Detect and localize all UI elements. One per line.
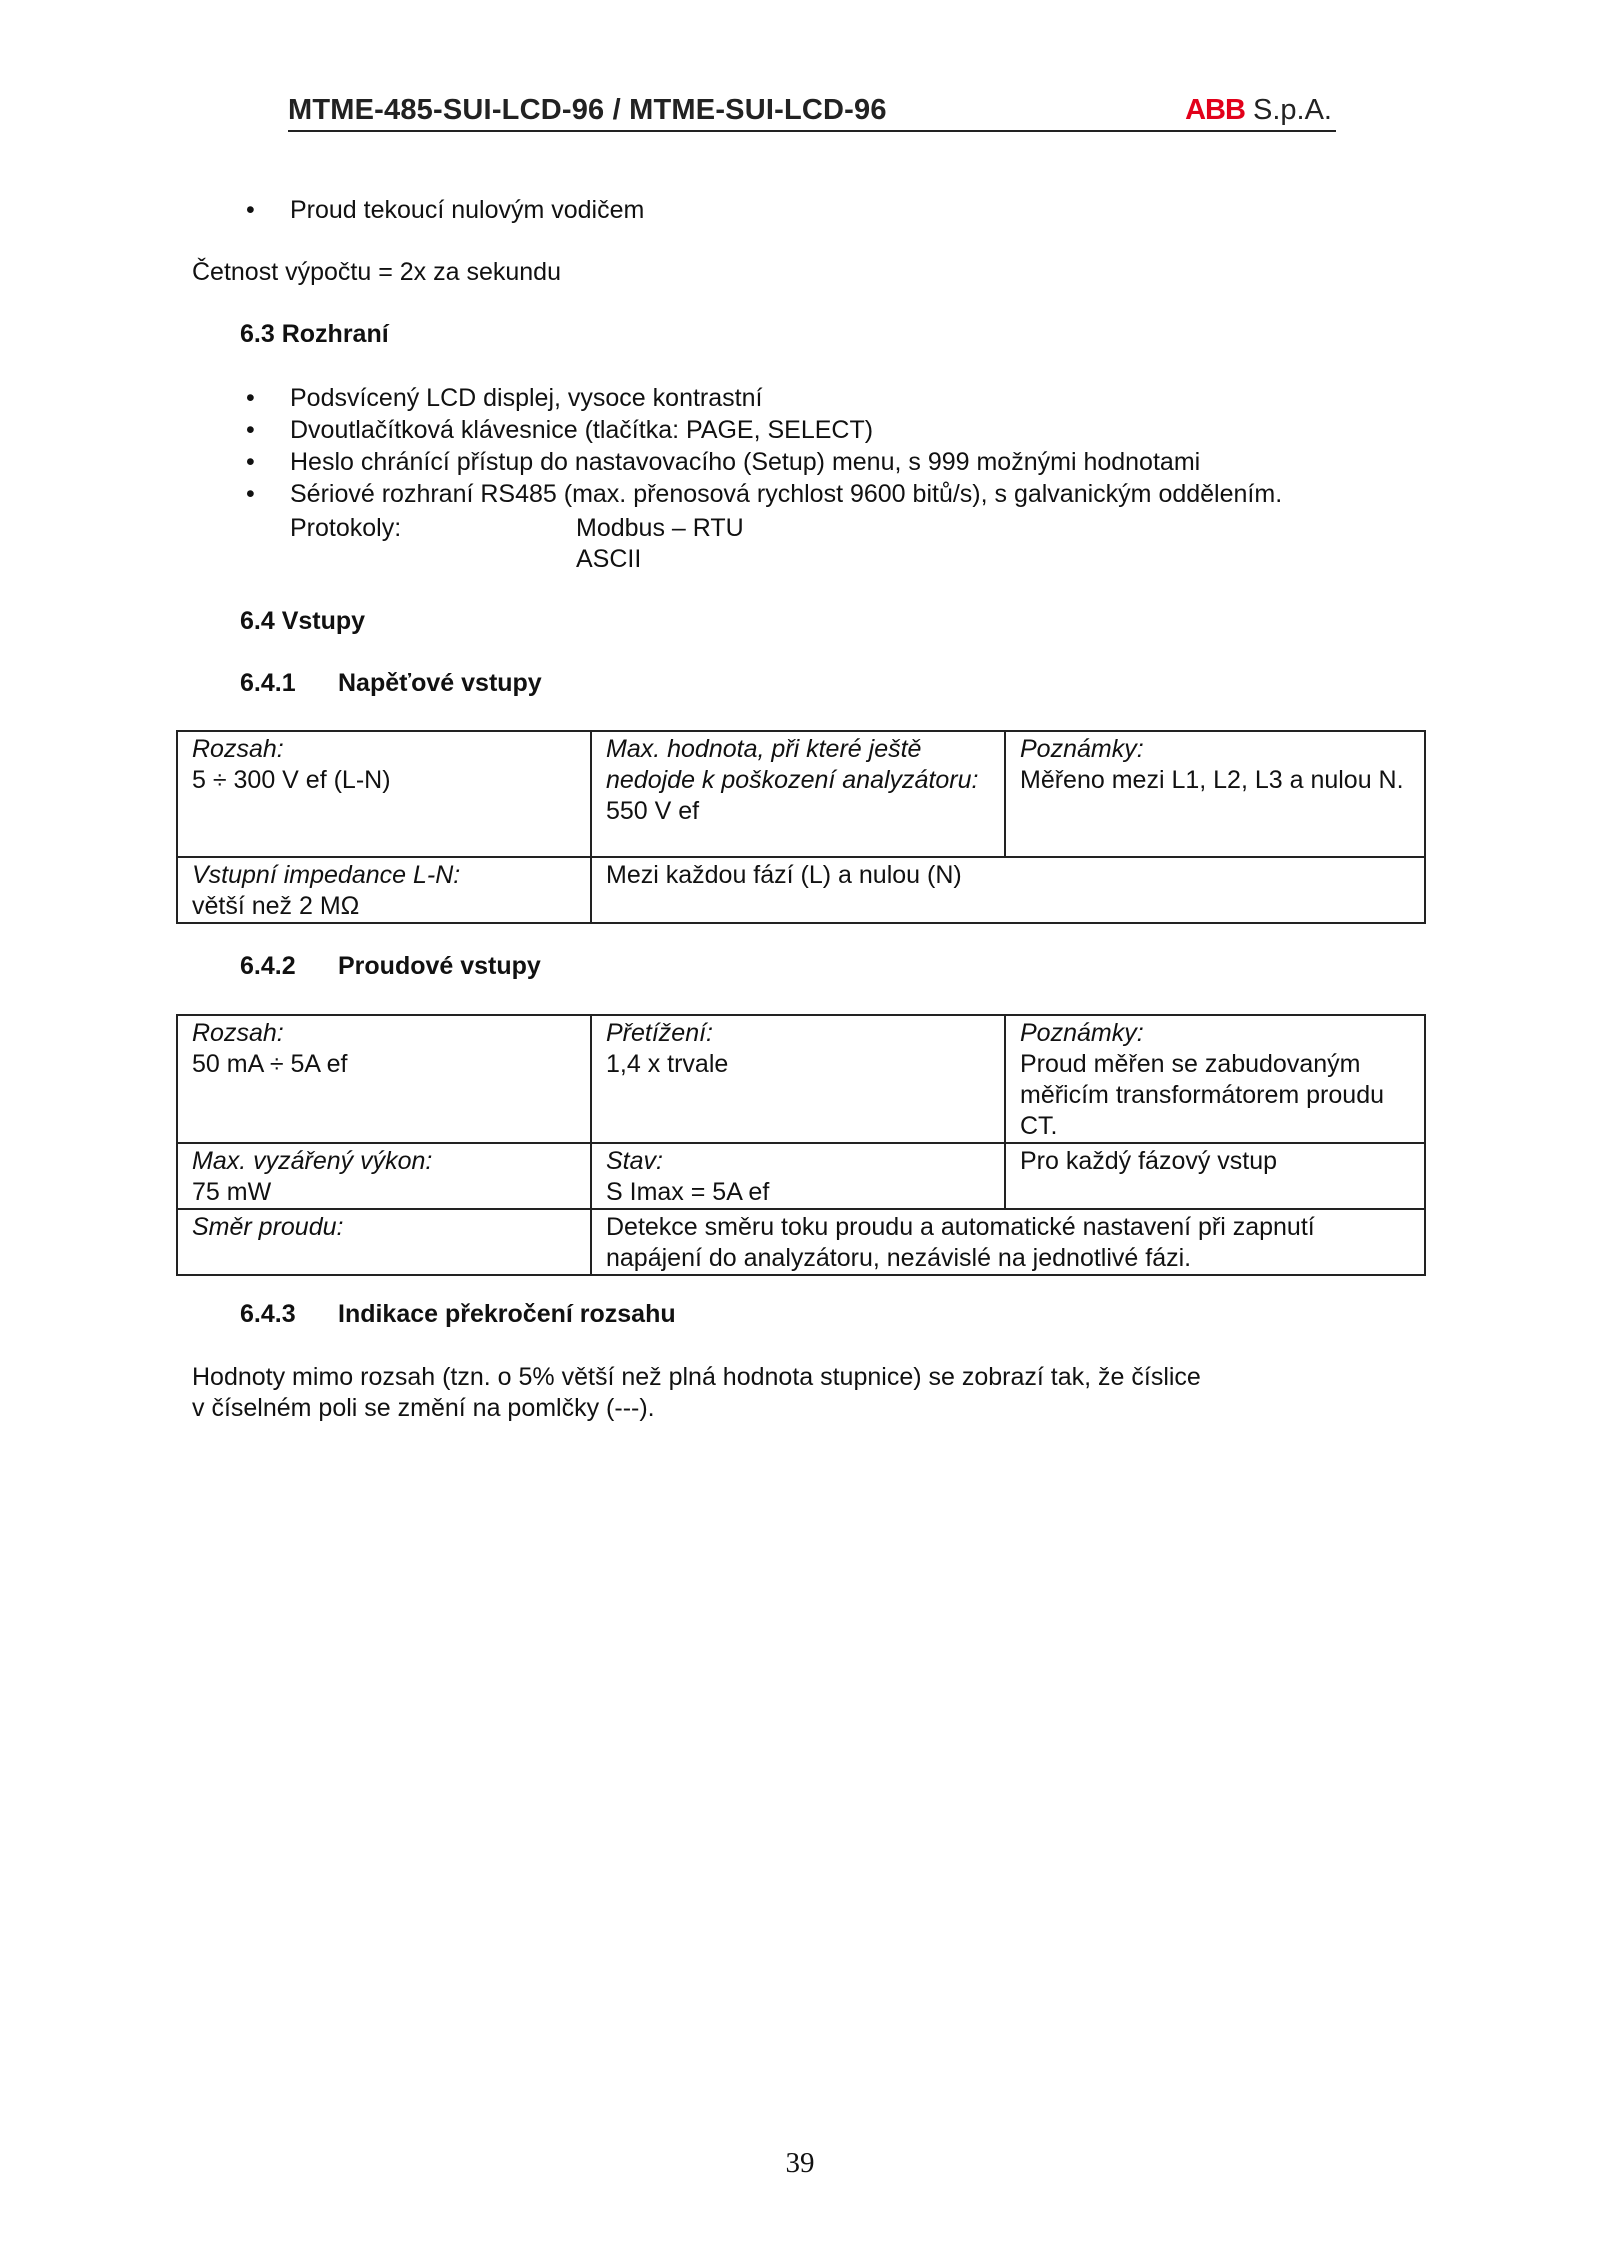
list-item: • Sériové rozhraní RS485 (max. přenosová rychlost 9600 bitů/s), s galvanickým oddělením.: [246, 478, 1282, 510]
page-number: 39: [785, 2147, 815, 2179]
list-item: • Podsvícený LCD displej, vysoce kontrastní: [246, 382, 1282, 414]
notes-value: Měřeno mezi L1, L2, L3 a nulou N.: [1020, 766, 1404, 794]
range-value: 5 ÷ 300 V ef (L-N): [192, 766, 391, 794]
heading-6-4-2: [240, 952, 541, 981]
table-cell: [1005, 731, 1425, 857]
company-name: [1185, 94, 1332, 127]
impedance-note: Mezi každou fází (L) a nulou (N): [606, 861, 962, 889]
per-phase-note: Pro každý fázový vstup: [1020, 1147, 1278, 1175]
heading-number: 6.4: [240, 607, 275, 635]
max-value: 550 V ef: [606, 797, 700, 825]
notes-label: Poznámky:: [1020, 1019, 1144, 1047]
heading-6-4-1: [240, 669, 542, 698]
heading-title: Indikace překročení rozsahu: [338, 1300, 676, 1328]
notes-label: Poznámky:: [1020, 735, 1144, 763]
heading-title: Proudové vstupy: [338, 952, 541, 980]
heading-number: 6.4.3: [240, 1300, 296, 1328]
abb-logo: ABB: [1185, 94, 1245, 126]
state-value: S Imax = 5A ef: [606, 1178, 770, 1206]
table-cell: [177, 857, 591, 923]
overload-value: 1,4 x trvale: [606, 1050, 729, 1078]
direction-label: Směr proudu:: [192, 1213, 344, 1241]
overload-label: Přetížení:: [606, 1019, 713, 1047]
overrange-text-line-2: v číselném poli se změní na pomlčky (---).: [192, 1394, 655, 1422]
heading-6-3: [240, 320, 389, 349]
heading-6-4: [240, 607, 365, 636]
heading-number: 6.3: [240, 320, 275, 348]
max-value-label: Max. hodnota, při které ještě nedojde k poškození analyzátoru:: [606, 735, 979, 794]
range-label: Rozsah:: [192, 1019, 284, 1047]
radiated-power-label: Max. vyzářený výkon:: [192, 1147, 433, 1175]
range-label: Rozsah:: [192, 735, 284, 763]
table-cell: [591, 1143, 1005, 1209]
radiated-power-value: 75 mW: [192, 1178, 272, 1206]
list-item: • Proud tekoucí nulovým vodičem: [246, 194, 644, 226]
range-value: 50 mA ÷ 5A ef: [192, 1050, 348, 1078]
heading-number: 6.4.2: [240, 952, 296, 980]
table-cell: [177, 1015, 591, 1143]
direction-value: Detekce směru toku proudu a automatické nastavení při zapnutí napájení do analyzátoru, nezávislé na jednotlivé fázi.: [606, 1213, 1315, 1272]
table-cell: [591, 1015, 1005, 1143]
table-cell: [1005, 1143, 1425, 1209]
table-cell: [591, 1209, 1425, 1275]
heading-title: Vstupy: [281, 607, 366, 635]
protocol-ascii: ASCII: [576, 545, 642, 573]
table-cell: [1005, 1015, 1425, 1143]
table-cell: [591, 731, 1005, 857]
table-cell: [177, 1143, 591, 1209]
heading-title: Rozhraní: [281, 320, 389, 348]
overrange-text-line-1: Hodnoty mimo rozsah (tzn. o 5% větší než plná hodnota stupnice) se zobrazí tak, že číslice: [192, 1363, 1201, 1391]
heading-6-4-3: [240, 1300, 676, 1329]
state-label: Stav:: [606, 1147, 663, 1175]
list-item: • Dvoutlačítková klávesnice (tlačítka: PAGE, SELECT): [246, 414, 1282, 446]
impedance-label: Vstupní impedance L-N:: [192, 861, 461, 889]
list-item: • Heslo chránící přístup do nastavovacího (Setup) menu, s 999 možnými hodnotami: [246, 446, 1282, 478]
voltage-inputs-table: [176, 730, 1426, 924]
heading-title: Napěťové vstupy: [338, 669, 542, 697]
heading-number: 6.4.1: [240, 669, 296, 697]
notes-value: Proud měřen se zabudovaným měřicím transformátorem proudu CT.: [1020, 1050, 1385, 1140]
document-title: MTME-485-SUI-LCD-96 / MTME-SUI-LCD-96: [288, 94, 887, 126]
table-cell: [591, 857, 1425, 923]
table-cell: [177, 731, 591, 857]
protocols-label: Protokoly:: [290, 514, 402, 542]
table-cell: [177, 1209, 591, 1275]
impedance-value: větší než 2 MΩ: [192, 892, 360, 920]
current-inputs-table: [176, 1014, 1426, 1276]
intro-bullet-list: [246, 194, 644, 226]
page-header: [288, 94, 1336, 132]
protocol-modbus: Modbus – RTU: [576, 514, 744, 542]
company-suffix: S.p.A.: [1253, 94, 1332, 126]
calculation-frequency: Četnost výpočtu = 2x za sekundu: [192, 258, 561, 286]
interface-bullet-list: [246, 382, 1282, 510]
